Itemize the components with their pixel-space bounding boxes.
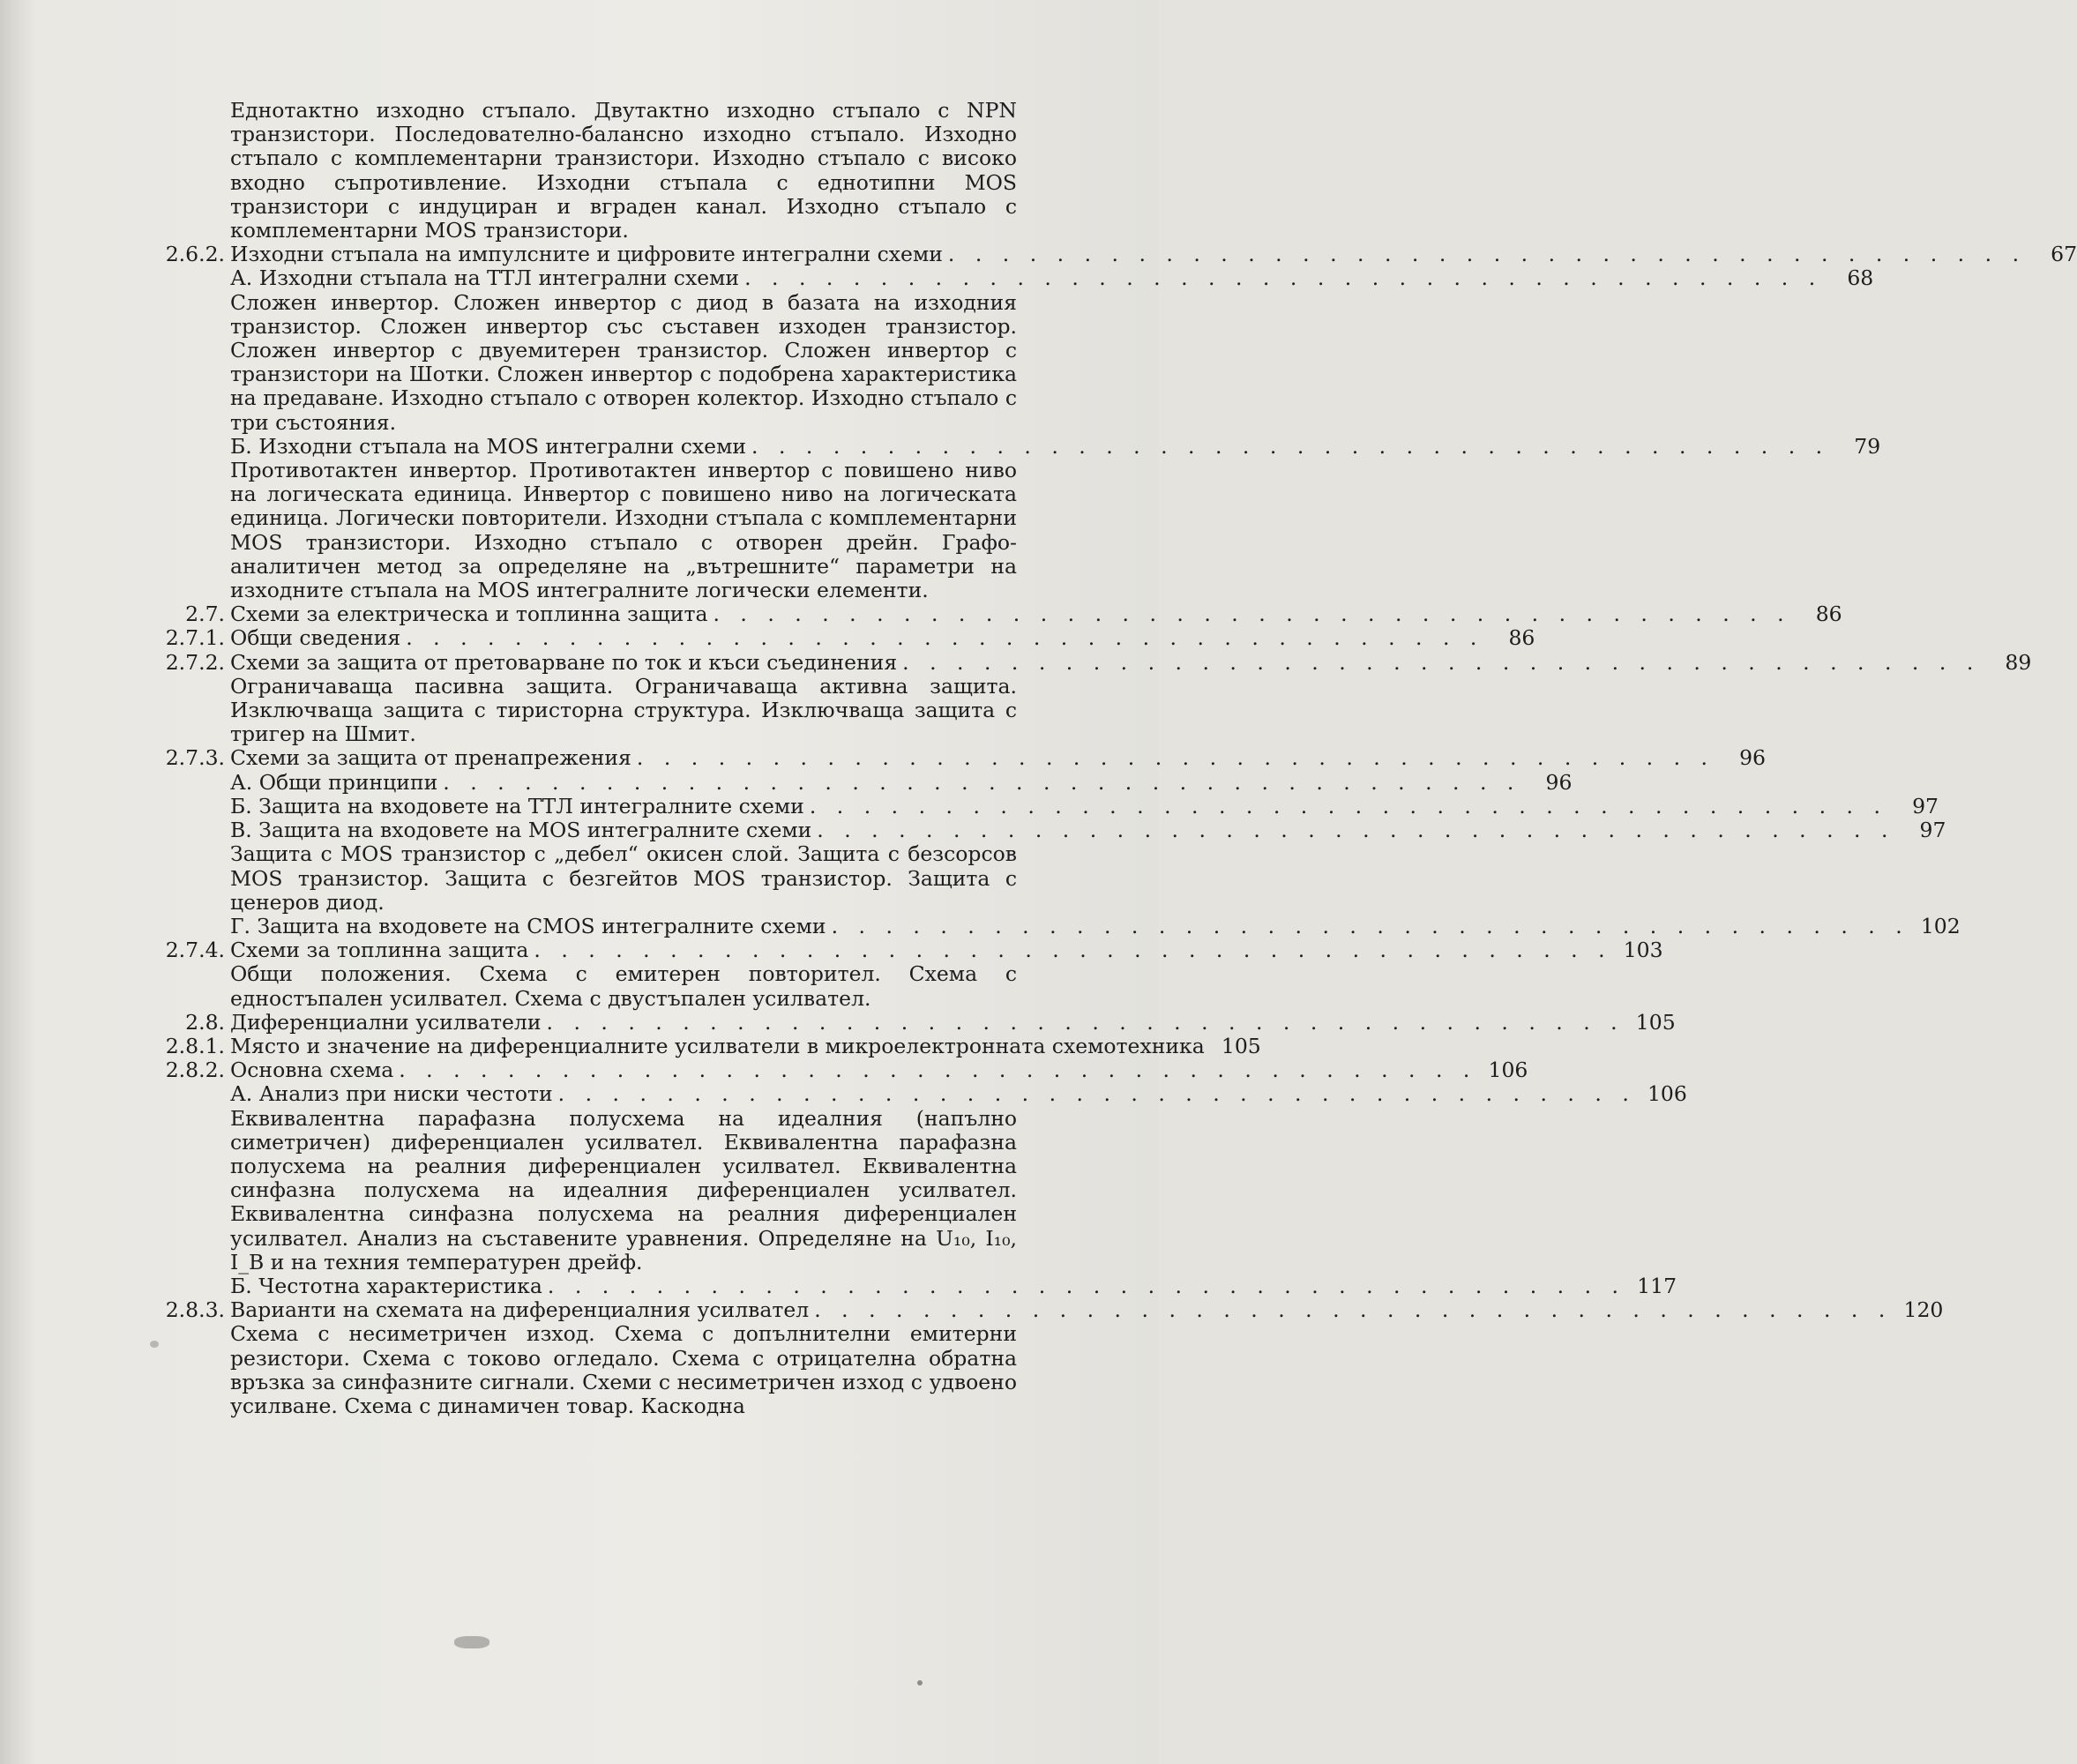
page-number: 103	[1623, 938, 1663, 963]
toc-entry	[154, 1033, 1261, 1058]
page-number: 120	[1903, 1297, 1944, 1323]
dot-leader: . . . . . . . . . . . . . . . . . . . . . . . . . . . . . . . . . . . . . . . .	[557, 1081, 1636, 1107]
toc-entry	[154, 793, 1939, 818]
section-number: 2.8.3.	[165, 1297, 225, 1323]
toc-description: Схема с несиметричен изход. Схема с допълнителни емитерни резистори. Схема с токово огледало. Схема с отрицателна обратна връзка за синфазните сигнали. Схеми с несиметричен изход с удвоено усилване. Схема с динамичен товар. Каскодна	[230, 1321, 1017, 1418]
page-number: 102	[1920, 913, 1961, 938]
toc-entry	[154, 938, 1663, 963]
section-title: Схеми за защита от претоварване по ток и къси съединения	[230, 649, 898, 675]
dot-leader: . . . . . . . . . . . . . . . . . . . . . . . . . . . . . . . . . . . . . . . .	[809, 793, 1887, 818]
toc-description: Сложен инвертор. Сложен инвертор с диод в базата на изходния транзистор. Сложен инвертор със съставен изходен транзистор. Сложен инвертор с двуемитерен транзистор. Сложен инвертор с транзистори на Шотки. Сложен инвертор с подобрена характеристика на предаване. Изходно стъпало с отворен колектор. Изходно стъпало с три състояния.	[230, 289, 1017, 435]
toc-entry	[154, 1297, 1944, 1323]
toc-entry	[154, 242, 2077, 267]
toc-entry	[154, 769, 1573, 795]
toc-entry	[154, 1081, 1687, 1107]
section-title: Б. Честотна характеристика	[230, 1273, 542, 1298]
ink-speck	[454, 1636, 489, 1648]
page-number: 106	[1488, 1058, 1528, 1083]
section-title: Място и значение на диференциалните усилватели в микроелектронната схемотехника	[230, 1033, 1205, 1058]
dot-leader: . . . . . . . . . . . . . . . . . . . . . . . . . . . . . . . . . . . . . . . .	[814, 1297, 1893, 1323]
toc-entry	[154, 433, 1881, 459]
toc-description: Ограничаваща пасивна защита. Ограничаваща активна защита. Изключваща защита с тиристорна структура. Изключваща защита с тригер на Шмит.	[230, 673, 1017, 747]
toc-entry	[154, 745, 1767, 771]
dot-leader: . . . . . . . . . . . . . . . . . . . . . . . . . . . . . . . . . . . . . . . .	[406, 625, 1484, 651]
section-title: Диференциални усилватели	[230, 1009, 542, 1035]
page-number: 67	[2051, 242, 2077, 267]
page-number: 97	[1912, 793, 1939, 818]
section-number: 2.6.2.	[165, 242, 225, 267]
section-title: А. Изходни стъпала на ТТЛ интегрални схеми	[230, 265, 740, 291]
dot-leader: . . . . . . . . . . . . . . . . . . . . . . . . . . . . . . . . . . . . . . . .	[947, 242, 2027, 267]
page-number: 68	[1847, 265, 1874, 291]
page-number: 105	[1635, 1009, 1676, 1035]
dot-leader: . . . . . . . . . . . . . . . . . . . . . . . . . . . . . . . . . . . . . . . .	[547, 1273, 1626, 1298]
toc-entry	[154, 265, 1874, 291]
section-number: 2.7.4.	[165, 938, 225, 963]
toc-entry	[154, 625, 1535, 651]
page-number: 117	[1637, 1273, 1677, 1298]
section-title: Изходни стъпала на импулсните и цифровите интегрални схеми	[230, 242, 943, 267]
section-title: Г. Защита на входовете на CMOS интегралните схеми	[230, 913, 826, 938]
toc-entry	[154, 818, 1946, 843]
ink-speck	[150, 1341, 159, 1348]
section-title: А. Анализ при ниски честоти	[230, 1081, 553, 1107]
section-title: Схеми за топлинна защита	[230, 938, 529, 963]
section-number: 2.8.	[185, 1009, 225, 1035]
page-number: 89	[2005, 649, 2032, 675]
dot-leader: . . . . . . . . . . . . . . . . . . . . . . . . . . . . . . . . . . . . . . . .	[751, 433, 1830, 459]
toc-description: Еквивалентна парафазна полусхема на идеалния (напълно симетричен) диференциален усилвател. Еквивалентна парафазна полусхема на реалния диференциален усилвател. Еквивалентна синфазна полусхема на идеалния диференциален усилвател. Еквивалентна синфазна полусхема на реалния диференциален усилвател. Анализ на съставените уравнения. Определяне на U₁₀, I₁₀, I_B и на техния температурен дрейф.	[230, 1105, 1017, 1274]
section-number: 2.8.1.	[165, 1033, 225, 1058]
toc-entry	[154, 602, 1842, 627]
dot-leader: . . . . . . . . . . . . . . . . . . . . . . . . . . . . . . . . . . . . . . . .	[399, 1058, 1477, 1083]
dot-leader: . . . . . . . . . . . . . . . . . . . . . . . . . . . . . . . . . . . . . . . .	[831, 913, 1909, 938]
page-number: 86	[1508, 625, 1535, 651]
section-number: 2.7.2.	[165, 649, 225, 675]
dot-leader: . . . . . . . . . . . . . . . . . . . . . . . . . . . . . . . . . . . . . . . .	[817, 818, 1895, 843]
toc-entry	[154, 1058, 1528, 1083]
section-title: Схеми за защита от пренапрежения	[230, 745, 631, 771]
section-title: Б. Изходни стъпала на MOS интегрални схеми	[230, 433, 747, 459]
section-title: В. Защита на входовете на MOS интегралните схеми	[230, 818, 812, 843]
toc-description: Противотактен инвертор. Противотактен инвертор с повишено ниво на логическата единица. Инвертор с повишено ниво на логическата единица. Логически повторители. Изходни стъпала с комплементарни MOS транзистори. Изходно стъпало с отворен дрейн. Графо-аналитичен метод за определяне на „вътрешните“ параметри на изходните стъпала на MOS интегралните логически елементи.	[230, 458, 1017, 603]
toc-entry	[154, 1273, 1677, 1298]
page-number: 106	[1647, 1081, 1687, 1107]
toc-entry	[154, 649, 2032, 675]
page-number: 97	[1919, 818, 1946, 843]
section-title: Схеми за електрическа и топлинна защита	[230, 602, 708, 627]
ink-speck	[917, 1680, 923, 1686]
section-title: Варианти на схемата на диференциалния усилвател	[230, 1297, 810, 1323]
toc-description: Защита с MOS транзистор с „дебел“ окисен слой. Защита с безсорсов MOS транзистор. Защита с безгейтов MOS транзистор. Защита с ценеров диод.	[230, 841, 1017, 915]
toc-description: Еднотактно изходно стъпало. Двутактно изходно стъпало с NPN транзистори. Последователно-балансно изходно стъпало. Изходно стъпало с комплементарни транзистори. Изходно стъпало с високо входно съпротивление. Изходни стъпала с еднотипни MOS транзистори с индуциран и вграден канал. Изходно стъпало с комплементарни MOS транзистори.	[230, 98, 1017, 243]
section-number: 2.7.	[185, 602, 225, 627]
dot-leader: . . . . . . . . . . . . . . . . . . . . . . . . . . . . . . . . . . . . . . . .	[534, 938, 1612, 963]
page-number: 86	[1815, 602, 1842, 627]
section-number: 2.7.3.	[165, 745, 225, 771]
dot-leader: . . . . . . . . . . . . . . . . . . . . . . . . . . . . . . . . . . . . . . . .	[713, 602, 1791, 627]
section-number: 2.7.1.	[165, 625, 225, 651]
dot-leader: . . . . . . . . . . . . . . . . . . . . . . . . . . . . . . . . . . . . . . . .	[744, 265, 1823, 291]
toc-entry	[154, 1009, 1676, 1035]
toc-description: Общи положения. Схема с емитерен повторител. Схема с едностъпален усилвател. Схема с двустъпален усилвател.	[230, 961, 1017, 1011]
page-number: 96	[1739, 745, 1767, 771]
dot-leader: . . . . . . . . . . . . . . . . . . . . . . . . . . . . . . . . . . . . . . . .	[902, 649, 1981, 675]
dot-leader: . . . . . . . . . . . . . . . . . . . . . . . . . . . . . . . . . . . . . . . .	[443, 769, 1521, 795]
toc-entry	[154, 913, 1961, 938]
table-of-contents	[154, 98, 2077, 1418]
section-number: 2.8.2.	[165, 1058, 225, 1083]
page-number: 105	[1221, 1033, 1261, 1058]
page-number: 79	[1854, 433, 1881, 459]
section-title: А. Общи принципи	[230, 769, 438, 795]
page-number: 96	[1545, 769, 1573, 795]
section-title: Общи сведения	[230, 625, 401, 651]
section-title: Основна схема	[230, 1058, 394, 1083]
dot-leader: . . . . . . . . . . . . . . . . . . . . . . . . . . . . . . . . . . . . . . . .	[546, 1009, 1625, 1035]
section-title: Б. Защита на входовете на ТТЛ интегралните схеми	[230, 793, 804, 818]
dot-leader: . . . . . . . . . . . . . . . . . . . . . . . . . . . . . . . . . . . . . . . .	[636, 745, 1715, 771]
